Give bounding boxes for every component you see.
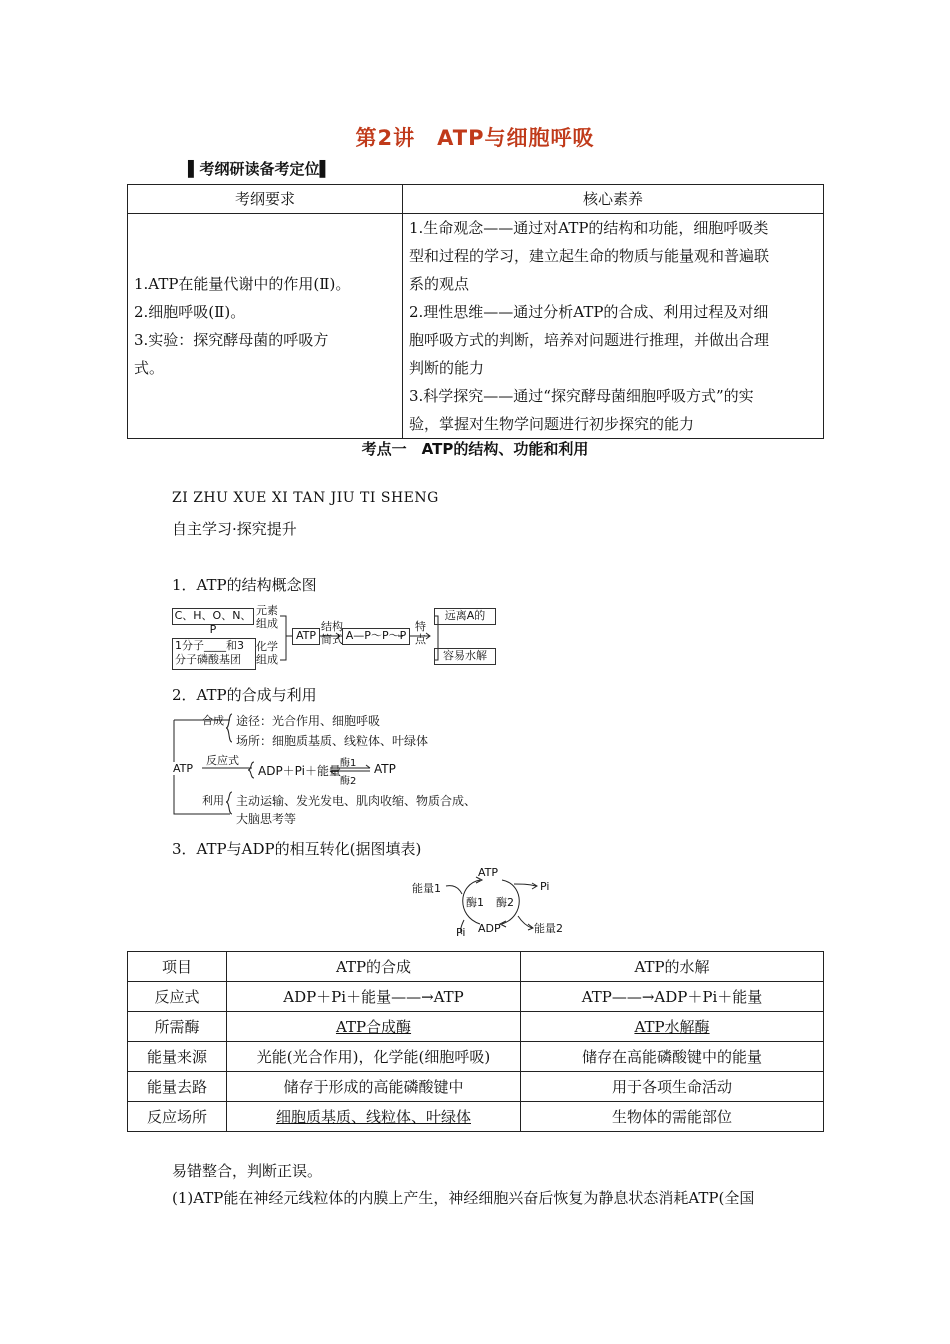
syllabus-table xyxy=(127,184,824,439)
atp-box: ATP xyxy=(292,628,320,645)
atp-label: ATP xyxy=(173,762,194,775)
use-label: 利用 xyxy=(202,794,224,807)
table-row: 能量去路 储存于形成的高能磷酸键中 用于各项生命活动 xyxy=(128,1072,824,1102)
table-row: 反应式 ADP＋Pi＋能量——→ATP ATP——→ADP＋Pi＋能量 xyxy=(128,982,824,1012)
yicuo-heading: 易错整合，判断正误。 xyxy=(172,1162,323,1180)
elements-box: C、H、O、N、P xyxy=(172,608,254,625)
feature-box-2: 容易水解 xyxy=(434,648,496,665)
enzyme2-label: 酶2 xyxy=(340,776,357,787)
feature-label: 特 点 xyxy=(415,620,426,646)
table-row: 能量来源 光能(光合作用)，化学能(细胞呼吸) 储存在高能磷酸键中的能量 xyxy=(128,1042,824,1072)
cycle-pi-out: Pi xyxy=(540,880,550,893)
site-text: 场所：细胞质基质、线粒体、叶绿体 xyxy=(236,734,429,748)
cycle-enzyme1: 酶1 xyxy=(466,896,484,909)
cycle-adp: ADP xyxy=(478,922,501,935)
table-header: ATP的合成 xyxy=(227,952,521,982)
reaction-right: ATP xyxy=(374,762,396,776)
cycle-pi-in: Pi xyxy=(456,926,466,939)
use-text-1: 主动运输、发光发电、肌肉收缩、物质合成、 xyxy=(236,794,477,808)
syllabus-requirements: 1.ATP在能量代谢中的作用(Ⅱ)。 2.细胞呼吸(Ⅱ)。 3.实验：探究酵母菌的呼吸方 式。 xyxy=(128,214,403,439)
chem-label: 化学 组成 xyxy=(256,640,278,666)
cycle-atp: ATP xyxy=(478,866,499,879)
reaction-label: 反应式 xyxy=(206,754,239,767)
self-study-heading: 自主学习·探究提升 xyxy=(172,520,297,538)
atp-synthesis-use-diagram xyxy=(172,710,492,828)
formula-box: A—P～P～P xyxy=(342,628,410,645)
core-literacy: 1.生命观念——通过对ATP的结构和功能，细胞呼吸类 型和过程的学习，建立起生命的物质与能量观和普遍联 系的观点 2.理性思维——通过分析ATP的合成、利用过程及对细 胞呼吸方式的判断，培养对问题进行推理，并做出合理 判断的能力 3.科学探究——通过“探究酵母菌细胞呼吸方式”的实 验，掌握对生物学问题进行初步探究的能力 xyxy=(403,214,824,439)
enzyme1-label: 酶1 xyxy=(340,758,357,769)
atp-adp-cycle-diagram xyxy=(410,864,570,940)
cycle-enzyme2: 酶2 xyxy=(496,896,514,909)
page-title: 第2讲 ATP与细胞呼吸 xyxy=(355,126,595,150)
atp-comparison-table xyxy=(127,951,824,1132)
pinyin-heading: ZI ZHU XUE XI TAN JIU TI SHENG xyxy=(172,490,439,506)
synth-label: 合成 xyxy=(202,714,224,727)
table-header: 考纲要求 xyxy=(128,185,403,214)
heading-3: 3．ATP与ADP的相互转化(据图填表) xyxy=(172,840,422,858)
molecule-box: 1分子____和3 分子磷酸基团 xyxy=(172,638,256,670)
reaction-left: ADP＋Pi＋能量 xyxy=(258,764,341,778)
cycle-energy1: 能量1 xyxy=(412,882,441,895)
use-text-2: 大脑思考等 xyxy=(236,812,297,826)
section-tag: ▌考纲研读备考定位▌ xyxy=(188,160,332,178)
route-text: 途径：光合作用、细胞呼吸 xyxy=(236,714,381,728)
table-row: 反应场所 细胞质基质、线粒体、叶绿体 生物体的需能部位 xyxy=(128,1102,824,1132)
table-header: 核心素养 xyxy=(403,185,824,214)
table-header: 项目 xyxy=(128,952,227,982)
kaodian-heading: 考点一 ATP的结构、功能和利用 xyxy=(361,440,589,458)
heading-1: 1．ATP的结构概念图 xyxy=(172,576,317,594)
elements-label: 元素 组成 xyxy=(256,604,278,630)
heading-2: 2．ATP的合成与利用 xyxy=(172,686,317,704)
table-row: 所需酶 ATP合成酶 ATP水解酶 xyxy=(128,1012,824,1042)
feature-box-1: 远离A的 xyxy=(434,608,496,625)
cycle-energy2: 能量2 xyxy=(534,922,563,935)
question-1: (1)ATP能在神经元线粒体的内膜上产生，神经细胞兴奋后恢复为静息状态消耗ATP(全国 xyxy=(172,1189,755,1207)
struct-label: 结构 简式 xyxy=(321,620,343,646)
atp-structure-diagram xyxy=(172,604,502,670)
table-header: ATP的水解 xyxy=(521,952,824,982)
